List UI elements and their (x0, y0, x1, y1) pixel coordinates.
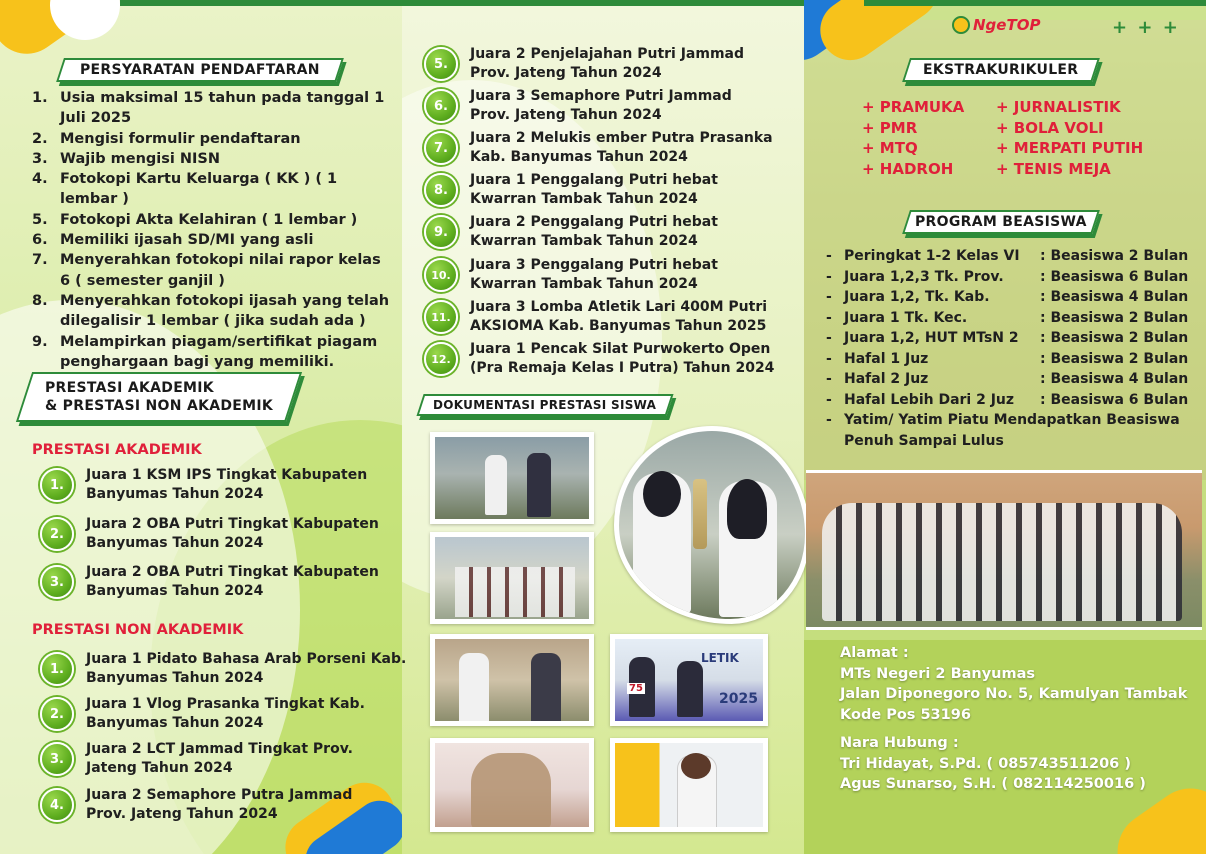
item-label: Penuh Sampai Lulus (844, 432, 1004, 449)
item-value: : Beasiswa 2 Bulan (1040, 350, 1189, 367)
person-figure (531, 653, 561, 721)
list-item (32, 149, 392, 169)
list-item: + PRAMUKA (862, 98, 965, 116)
achievements-header (16, 372, 302, 422)
photo-image (615, 743, 763, 827)
contact-1: Tri Hidayat, S.Pd. ( 085743511206 ) (840, 755, 1131, 772)
photo-image (435, 437, 589, 519)
person-figure (459, 653, 489, 721)
list-item: - Hafal 2 Juz : Beasiswa 4 Bulan (826, 369, 1196, 390)
item-line: Juara 2 Penjelajahan Putri Jammad (470, 46, 745, 62)
list-item (32, 332, 392, 373)
item-value: : Beasiswa 6 Bulan (1040, 268, 1189, 285)
item-label: Juara 1,2, HUT MTsN 2 (844, 330, 1019, 346)
achievements-title-line1: PRESTASI AKADEMIK (44, 380, 214, 396)
documentation-title: DOKUMENTASI PRESTASI SISWA (433, 398, 657, 412)
photo-image (619, 431, 805, 619)
person-head (681, 753, 711, 779)
number-badge: 11. (424, 300, 458, 334)
requirements-list (32, 88, 392, 372)
decor-top-bar (864, 0, 1206, 6)
number-badge: 1. (40, 652, 74, 686)
list-item: + PMR (862, 118, 918, 137)
number-badge: 6. (424, 89, 458, 123)
list-item (424, 256, 718, 294)
list-item: - Juara 1,2, Tk. Kab. : Beasiswa 4 Bulan (826, 287, 1196, 308)
list-item (40, 786, 352, 824)
item-line: Juara 2 Semaphore Putra Jammad (86, 787, 353, 803)
achievements-title-line2: & PRESTASI NON AKADEMIK (44, 398, 274, 414)
list-item: + JURNALISTIK (996, 98, 1121, 116)
item-line: Juara 1 KSM IPS Tingkat Kabupaten (86, 467, 368, 483)
item-line: Juara 2 Penggalang Putri hebat (470, 214, 718, 230)
extracurricular-header (902, 58, 1100, 82)
item-label: Juara 1,2, Tk. Kab. (844, 289, 990, 305)
item-line: Juara 1 Pidato Bahasa Arab Porseni Kab. (86, 651, 407, 667)
number-badge: 9. (424, 215, 458, 249)
number-badge: 1. (40, 468, 74, 502)
plus-marks: + + + (1112, 17, 1180, 38)
photo-image (435, 639, 589, 721)
academic-subtitle: PRESTASI AKADEMIK (32, 442, 202, 458)
item-number: 5. (32, 211, 48, 228)
list-item: - Peringkat 1-2 Kelas VI : Beasiswa 2 Bulan (826, 246, 1196, 267)
number-badge: 12. (424, 342, 458, 376)
scholarship-title: PROGRAM BEASISWA (915, 214, 1087, 230)
item-line: Jateng Tahun 2024 (86, 760, 233, 776)
list-item (40, 650, 406, 688)
trophy-icon (693, 479, 707, 549)
list-item (40, 466, 367, 504)
address-block (840, 643, 1187, 795)
item-line: Juara 2 OBA Putri Tingkat Kabupaten (86, 516, 379, 532)
list-item: - Yatim/ Yatim Piatu Mendapatkan Beasiswa (826, 410, 1196, 431)
item-line: Kwarran Tambak Tahun 2024 (470, 276, 698, 292)
decor-top-bar (120, 0, 402, 6)
item-label: Juara 1 Tk. Kec. (844, 309, 968, 326)
contact-2: Agus Sunarso, S.H. ( 082114250016 ) (840, 776, 1146, 792)
list-item (40, 695, 365, 733)
item-text: Memiliki ijasah SD/MI yang asli (60, 232, 314, 249)
extracurricular-list-right (996, 97, 1143, 179)
item-text: Menyerahkan fotokopi ijasah yang telah dilegalisir 1 lembar ( jika sudah ada ) (60, 292, 390, 330)
list-item: - Juara 1 Tk. Kec. : Beasiswa 2 Bulan (826, 308, 1196, 329)
item-label: Hafal 1 Juz (844, 350, 929, 367)
group-figures (822, 503, 1182, 621)
scholarship-header (902, 210, 1100, 234)
number-badge: 5. (424, 47, 458, 81)
banner-year: 2025 (719, 691, 758, 707)
photo-award-4 (430, 738, 594, 832)
item-value: : Beasiswa 4 Bulan (1040, 289, 1189, 305)
item-line: Juara 2 LCT Jammad Tingkat Prov. (86, 741, 354, 757)
item-label: Hafal Lebih Dari 2 Juz (844, 391, 1015, 408)
item-number: 8. (32, 292, 48, 309)
item-value: : Beasiswa 2 Bulan (1040, 330, 1189, 346)
item-label: Yatim/ Yatim Piatu Mendapatkan Beasiswa (844, 412, 1180, 428)
photo-group (806, 470, 1202, 630)
logo-text: NgeTOP (973, 16, 1041, 34)
list-item (32, 250, 392, 291)
item-text: Mengisi formulir pendaftaran (60, 130, 301, 147)
item-line: Kab. Banyumas Tahun 2024 (470, 149, 688, 165)
person-figure (485, 455, 507, 515)
number-badge: 8. (424, 173, 458, 207)
list-item: + BOLA VOLI (996, 118, 1104, 137)
person-figure (677, 661, 703, 717)
item-number: 4. (32, 171, 48, 188)
photo-award-3 (430, 634, 594, 726)
photo-athletic (610, 634, 768, 726)
list-item: + HADROH (862, 159, 954, 178)
item-text: Wajib mengisi NISN (60, 150, 221, 167)
item-line: Kwarran Tambak Tahun 2024 (470, 191, 698, 207)
item-line: Banyumas Tahun 2024 (86, 715, 264, 731)
list-item: + MTQ (862, 139, 918, 157)
requirements-header (56, 58, 344, 82)
number-badge: 10. (424, 258, 458, 292)
non-academic-subtitle: PRESTASI NON AKADEMIK (32, 622, 244, 638)
list-item (424, 129, 773, 167)
item-value: : Beasiswa 6 Bulan (1040, 391, 1189, 408)
achievements-title (45, 379, 273, 415)
photo-image (435, 537, 589, 619)
number-badge: 7. (424, 131, 458, 165)
list-item (32, 129, 392, 149)
item-number: 9. (32, 333, 48, 350)
requirements-title: PERSYARATAN PENDAFTARAN (80, 62, 320, 78)
item-line: Banyumas Tahun 2024 (86, 583, 264, 599)
list-item (424, 213, 718, 251)
list-item: + MERPATI PUTIH (996, 139, 1144, 157)
list-item (32, 291, 392, 332)
photo-image (435, 743, 589, 827)
photo-image (615, 639, 763, 721)
bib-number: 75 (629, 683, 643, 694)
item-line: Juara 1 Pencak Silat Purwokerto Open (470, 341, 771, 357)
list-item: - Juara 1,2, HUT MTsN 2 : Beasiswa 2 Bulan (826, 328, 1196, 349)
contact-label: Nara Hubung : (840, 735, 959, 751)
number-badge: 3. (40, 742, 74, 776)
item-label: Hafal 2 Juz (844, 371, 929, 387)
list-item: + TENIS MEJA (996, 159, 1111, 178)
number-badge: 4. (40, 788, 74, 822)
extracurricular-list-left (862, 97, 964, 179)
item-value: : Beasiswa 2 Bulan (1040, 248, 1189, 264)
person-hijab (643, 471, 681, 517)
list-item: - Hafal 1 Juz : Beasiswa 2 Bulan (826, 349, 1196, 370)
item-label: Peringkat 1-2 Kelas VI (844, 248, 1020, 264)
item-line: AKSIOMA Kab. Banyumas Tahun 2025 (470, 318, 767, 334)
list-item (32, 88, 392, 129)
item-line: Juara 2 Melukis ember Putra Prasanka (470, 130, 773, 146)
street-address: Jalan Diponegoro No. 5, Kamulyan Tambak (840, 686, 1188, 702)
list-item (424, 45, 744, 83)
item-line: Juara 3 Semaphore Putri Jammad (470, 88, 732, 104)
list-item (424, 340, 774, 378)
item-text: Fotokopi Akta Kelahiran ( 1 lembar ) (60, 211, 358, 228)
item-line: Prov. Jateng Tahun 2024 (470, 107, 662, 123)
banner-text: LETIK (701, 651, 739, 665)
photo-award-2 (430, 532, 594, 624)
item-line: Juara 3 Lomba Atletik Lari 400M Putri (470, 299, 768, 315)
item-number: 7. (32, 252, 48, 269)
number-badge: 3. (40, 565, 74, 599)
brand-logo (952, 16, 1040, 34)
item-line: (Pra Remaja Kelas I Putra) Tahun 2024 (470, 360, 775, 376)
scholarship-list (826, 246, 1196, 451)
list-item (424, 87, 732, 125)
person-figure (527, 453, 551, 517)
group-figures (455, 567, 575, 617)
item-number: 6. (32, 232, 48, 249)
item-value: : Beasiswa 2 Bulan (1040, 309, 1189, 326)
number-badge: 2. (40, 697, 74, 731)
item-value: : Beasiswa 4 Bulan (1040, 371, 1189, 387)
list-item (32, 169, 392, 210)
list-item (32, 210, 392, 230)
list-item: - Hafal Lebih Dari 2 Juz : Beasiswa 6 Bulan (826, 390, 1196, 411)
item-line: Banyumas Tahun 2024 (86, 535, 264, 551)
photo-silat (610, 738, 768, 832)
item-text: Fotokopi Kartu Keluarga ( KK ) ( 1 lembar ) (60, 171, 338, 208)
item-line: Juara 2 OBA Putri Tingkat Kabupaten (86, 564, 379, 580)
group-figures (471, 753, 551, 827)
list-item (40, 740, 353, 778)
list-item (32, 230, 392, 250)
item-text: Menyerahkan fotokopi nilai rapor kelas 6 ( semester ganjil ) (60, 252, 381, 289)
item-line: Juara 1 Penggalang Putri hebat (470, 172, 718, 188)
item-line: Juara 3 Penggalang Putri hebat (470, 257, 718, 273)
item-label: Juara 1,2,3 Tk. Prov. (844, 268, 1004, 285)
item-line: Banyumas Tahun 2024 (86, 670, 264, 686)
item-text: Usia maksimal 15 tahun pada tanggal 1 Juli 2025 (60, 90, 385, 127)
item-number: 3. (32, 150, 48, 167)
list-item (424, 171, 718, 209)
item-text: Melampirkan piagam/sertifikat piagam penghargaan bagi yang memiliki. (60, 333, 378, 370)
list-item (40, 515, 379, 553)
item-line: Juara 1 Vlog Prasanka Tingkat Kab. (86, 696, 365, 712)
list-item: - Juara 1,2,3 Tk. Prov. : Beasiswa 6 Bulan (826, 267, 1196, 288)
decor-top-bar (402, 0, 804, 6)
item-line: Banyumas Tahun 2024 (86, 486, 264, 502)
person-hijab (727, 479, 767, 539)
item-number: 2. (32, 130, 48, 147)
logo-icon (952, 16, 970, 34)
item-line: Prov. Jateng Tahun 2024 (470, 65, 662, 81)
documentation-header (416, 394, 673, 416)
number-badge: 2. (40, 517, 74, 551)
address-label: Alamat : (840, 645, 909, 661)
postal-code: Kode Pos 53196 (840, 706, 971, 723)
item-line: Prov. Jateng Tahun 2024 (86, 806, 278, 822)
item-number: 1. (32, 90, 48, 106)
list-item (424, 298, 767, 336)
extracurricular-title: EKSTRAKURIKULER (923, 62, 1079, 78)
list-item (40, 563, 379, 601)
item-line: Kwarran Tambak Tahun 2024 (470, 233, 698, 249)
school-name: MTs Negeri 2 Banyumas (840, 665, 1036, 682)
photo-award-1 (430, 432, 594, 524)
list-item-continuation (826, 431, 1196, 452)
